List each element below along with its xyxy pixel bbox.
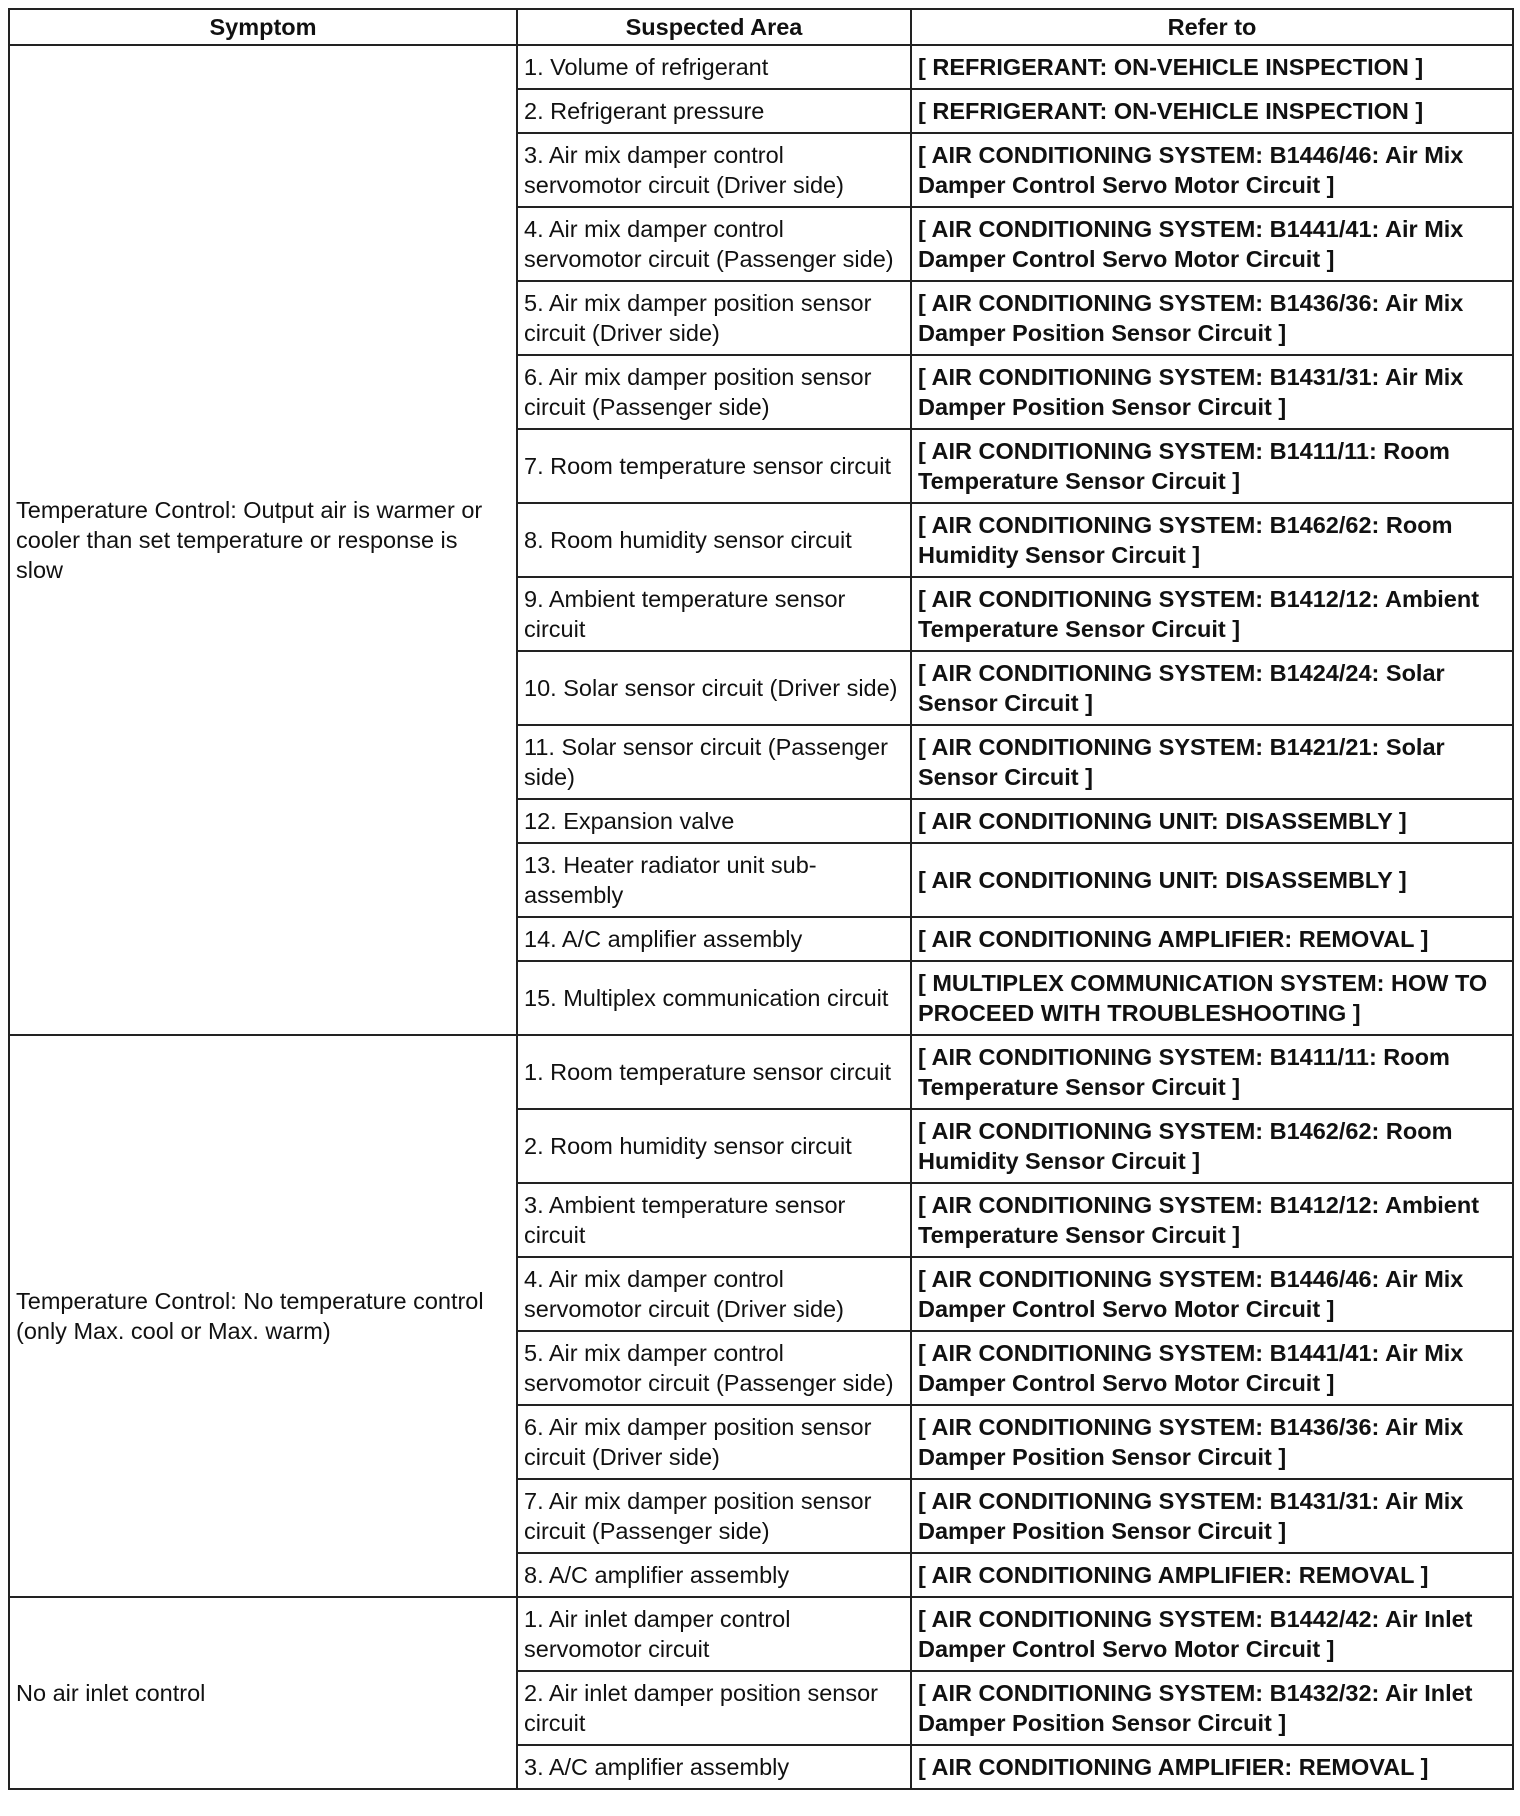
suspected-area-cell: 10. Solar sensor circuit (Driver side)	[517, 651, 911, 725]
refer-to-link[interactable]: [ AIR CONDITIONING SYSTEM: B1431/31: Air Mix Damper Position Sensor Circuit ]	[911, 355, 1513, 429]
refer-to-link[interactable]: [ AIR CONDITIONING UNIT: DISASSEMBLY ]	[911, 799, 1513, 843]
refer-to-link[interactable]: [ AIR CONDITIONING SYSTEM: B1411/11: Room Temperature Sensor Circuit ]	[911, 1035, 1513, 1109]
refer-to-link[interactable]: [ AIR CONDITIONING SYSTEM: B1412/12: Ambient Temperature Sensor Circuit ]	[911, 1183, 1513, 1257]
refer-to-link[interactable]: [ AIR CONDITIONING AMPLIFIER: REMOVAL ]	[911, 1553, 1513, 1597]
refer-to-link[interactable]: [ AIR CONDITIONING SYSTEM: B1411/11: Room Temperature Sensor Circuit ]	[911, 429, 1513, 503]
refer-to-link[interactable]: [ AIR CONDITIONING SYSTEM: B1441/41: Air Mix Damper Control Servo Motor Circuit ]	[911, 1331, 1513, 1405]
table-row	[9, 45, 1513, 89]
symptom-cell: Temperature Control: Output air is warmer or cooler than set temperature or response is slow	[9, 45, 517, 1035]
symptom-cell: No air inlet control	[9, 1597, 517, 1789]
suspected-area-cell: 13. Heater radiator unit sub-assembly	[517, 843, 911, 917]
suspected-area-cell: 1. Room temperature sensor circuit	[517, 1035, 911, 1109]
refer-to-link[interactable]: [ MULTIPLEX COMMUNICATION SYSTEM: HOW TO PROCEED WITH TROUBLESHOOTING ]	[911, 961, 1513, 1035]
refer-to-link[interactable]: [ AIR CONDITIONING SYSTEM: B1436/36: Air Mix Damper Position Sensor Circuit ]	[911, 281, 1513, 355]
refer-to-link[interactable]: [ AIR CONDITIONING SYSTEM: B1462/62: Room Humidity Sensor Circuit ]	[911, 1109, 1513, 1183]
suspected-area-cell: 14. A/C amplifier assembly	[517, 917, 911, 961]
refer-to-link[interactable]: [ AIR CONDITIONING SYSTEM: B1442/42: Air Inlet Damper Control Servo Motor Circuit ]	[911, 1597, 1513, 1671]
refer-to-link[interactable]: [ AIR CONDITIONING SYSTEM: B1462/62: Room Humidity Sensor Circuit ]	[911, 503, 1513, 577]
refer-to-link[interactable]: [ AIR CONDITIONING SYSTEM: B1412/12: Ambient Temperature Sensor Circuit ]	[911, 577, 1513, 651]
refer-to-link[interactable]: [ AIR CONDITIONING AMPLIFIER: REMOVAL ]	[911, 917, 1513, 961]
suspected-area-cell: 15. Multiplex communication circuit	[517, 961, 911, 1035]
troubleshooting-table	[8, 8, 1514, 1790]
refer-to-link[interactable]: [ REFRIGERANT: ON-VEHICLE INSPECTION ]	[911, 45, 1513, 89]
table-row	[9, 1597, 1513, 1671]
refer-to-link[interactable]: [ AIR CONDITIONING SYSTEM: B1446/46: Air Mix Damper Control Servo Motor Circuit ]	[911, 1257, 1513, 1331]
suspected-area-cell: 2. Air inlet damper position sensor circuit	[517, 1671, 911, 1745]
refer-to-link[interactable]: [ AIR CONDITIONING AMPLIFIER: REMOVAL ]	[911, 1745, 1513, 1789]
suspected-area-cell: 3. Ambient temperature sensor circuit	[517, 1183, 911, 1257]
suspected-area-cell: 3. A/C amplifier assembly	[517, 1745, 911, 1789]
refer-to-link[interactable]: [ REFRIGERANT: ON-VEHICLE INSPECTION ]	[911, 89, 1513, 133]
header-suspected-area: Suspected Area	[517, 9, 911, 45]
header-refer-to: Refer to	[911, 9, 1513, 45]
suspected-area-cell: 4. Air mix damper control servomotor circuit (Passenger side)	[517, 207, 911, 281]
suspected-area-cell: 7. Room temperature sensor circuit	[517, 429, 911, 503]
refer-to-link[interactable]: [ AIR CONDITIONING UNIT: DISASSEMBLY ]	[911, 843, 1513, 917]
suspected-area-cell: 8. Room humidity sensor circuit	[517, 503, 911, 577]
suspected-area-cell: 5. Air mix damper position sensor circuit (Driver side)	[517, 281, 911, 355]
suspected-area-cell: 5. Air mix damper control servomotor circuit (Passenger side)	[517, 1331, 911, 1405]
suspected-area-cell: 8. A/C amplifier assembly	[517, 1553, 911, 1597]
suspected-area-cell: 3. Air mix damper control servomotor circuit (Driver side)	[517, 133, 911, 207]
table-row	[9, 1035, 1513, 1109]
refer-to-link[interactable]: [ AIR CONDITIONING SYSTEM: B1441/41: Air Mix Damper Control Servo Motor Circuit ]	[911, 207, 1513, 281]
refer-to-link[interactable]: [ AIR CONDITIONING SYSTEM: B1432/32: Air Inlet Damper Position Sensor Circuit ]	[911, 1671, 1513, 1745]
suspected-area-cell: 9. Ambient temperature sensor circuit	[517, 577, 911, 651]
header-row	[9, 9, 1513, 45]
suspected-area-cell: 6. Air mix damper position sensor circuit (Driver side)	[517, 1405, 911, 1479]
suspected-area-cell: 6. Air mix damper position sensor circuit (Passenger side)	[517, 355, 911, 429]
suspected-area-cell: 12. Expansion valve	[517, 799, 911, 843]
suspected-area-cell: 11. Solar sensor circuit (Passenger side)	[517, 725, 911, 799]
suspected-area-cell: 7. Air mix damper position sensor circuit (Passenger side)	[517, 1479, 911, 1553]
suspected-area-cell: 1. Volume of refrigerant	[517, 45, 911, 89]
refer-to-link[interactable]: [ AIR CONDITIONING SYSTEM: B1446/46: Air Mix Damper Control Servo Motor Circuit ]	[911, 133, 1513, 207]
refer-to-link[interactable]: [ AIR CONDITIONING SYSTEM: B1436/36: Air Mix Damper Position Sensor Circuit ]	[911, 1405, 1513, 1479]
suspected-area-cell: 2. Room humidity sensor circuit	[517, 1109, 911, 1183]
refer-to-link[interactable]: [ AIR CONDITIONING SYSTEM: B1421/21: Solar Sensor Circuit ]	[911, 725, 1513, 799]
symptom-cell: Temperature Control: No temperature control (only Max. cool or Max. warm)	[9, 1035, 517, 1597]
suspected-area-cell: 4. Air mix damper control servomotor circuit (Driver side)	[517, 1257, 911, 1331]
suspected-area-cell: 2. Refrigerant pressure	[517, 89, 911, 133]
refer-to-link[interactable]: [ AIR CONDITIONING SYSTEM: B1424/24: Solar Sensor Circuit ]	[911, 651, 1513, 725]
header-symptom: Symptom	[9, 9, 517, 45]
table-body	[9, 45, 1513, 1789]
refer-to-link[interactable]: [ AIR CONDITIONING SYSTEM: B1431/31: Air Mix Damper Position Sensor Circuit ]	[911, 1479, 1513, 1553]
suspected-area-cell: 1. Air inlet damper control servomotor circuit	[517, 1597, 911, 1671]
